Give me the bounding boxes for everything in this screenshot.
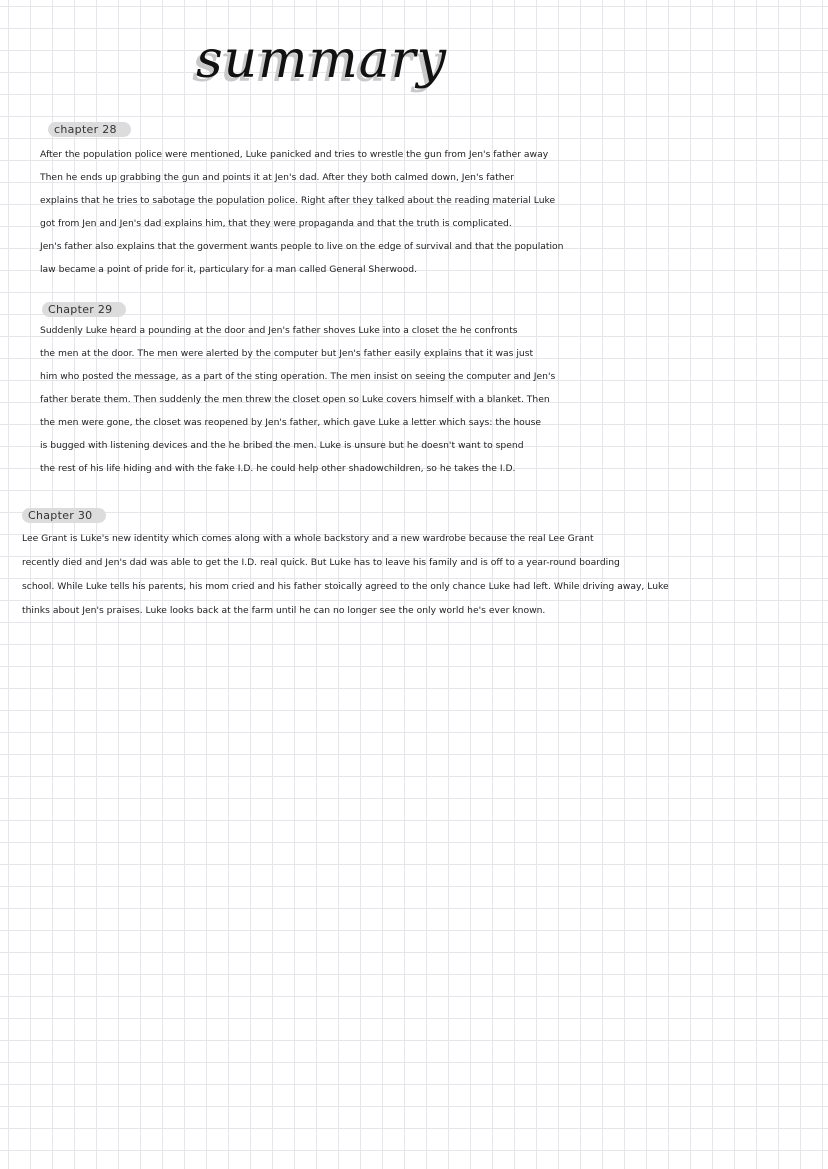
chapter-heading: Chapter 29 <box>42 302 126 317</box>
text-line: him who posted the message, as a part of the sting operation. The men insist on seeing the computer and Jen's <box>40 371 556 382</box>
text-line: Jen's father also explains that the goverment wants people to live on the edge of survival and that the population <box>40 241 564 252</box>
chapter-heading: chapter 28 <box>48 122 131 137</box>
text-line: law became a point of pride for it, particulary for a man called General Sherwood. <box>40 264 418 275</box>
text-line: is bugged with listening devices and the he bribed the men. Luke is unsure but he doesn't want to spend <box>40 440 524 451</box>
chapter-28-section <box>40 118 800 281</box>
text-line: got from Jen and Jen's dad explains him, that they were propaganda and that the truth is complicated. <box>40 218 512 229</box>
text-line: Lee Grant is Luke's new identity which comes along with a whole backstory and a new wardrobe because the real Lee Grant <box>22 533 594 544</box>
text-line: thinks about Jen's praises. Luke looks back at the farm until he can no longer see the only world he's ever known. <box>22 605 546 616</box>
text-line: the men at the door. The men were alerted by the computer but Jen's father easily explains that it was just <box>40 348 534 359</box>
text-line: explains that he tries to sabotage the population police. Right after they talked about the reading material Luke <box>40 195 556 206</box>
text-line: recently died and Jen's dad was able to get the I.D. real quick. But Luke has to leave his family and is off to a year-round boarding <box>22 557 620 568</box>
chapter-body <box>40 319 800 480</box>
chapter-body <box>22 527 812 623</box>
chapter-29-section <box>40 298 800 480</box>
text-line: Then he ends up grabbing the gun and points it at Jen's dad. After they both calmed down, Jen's father <box>40 172 514 183</box>
page-title: summary <box>196 30 448 90</box>
text-line: the men were gone, the closet was reopened by Jen's father, which gave Luke a letter which says: the house <box>40 417 542 428</box>
text-line: the rest of his life hiding and with the fake I.D. he could help other shadowchildren, so he takes the I.D. <box>40 463 516 474</box>
text-line: father berate them. Then suddenly the men threw the closet open so Luke covers himself with a blanket. Then <box>40 394 550 405</box>
chapter-body <box>40 143 800 281</box>
chapter-30-section <box>22 504 812 623</box>
chapter-heading: Chapter 30 <box>22 508 106 523</box>
text-line: Suddenly Luke heard a pounding at the door and Jen's father shoves Luke into a closet the he confronts <box>40 325 518 336</box>
text-line: After the population police were mentioned, Luke panicked and tries to wrestle the gun from Jen's father away <box>40 149 549 160</box>
text-line: school. While Luke tells his parents, his mom cried and his father stoically agreed to the only chance Luke had left. While driving away, Luke <box>22 581 669 592</box>
